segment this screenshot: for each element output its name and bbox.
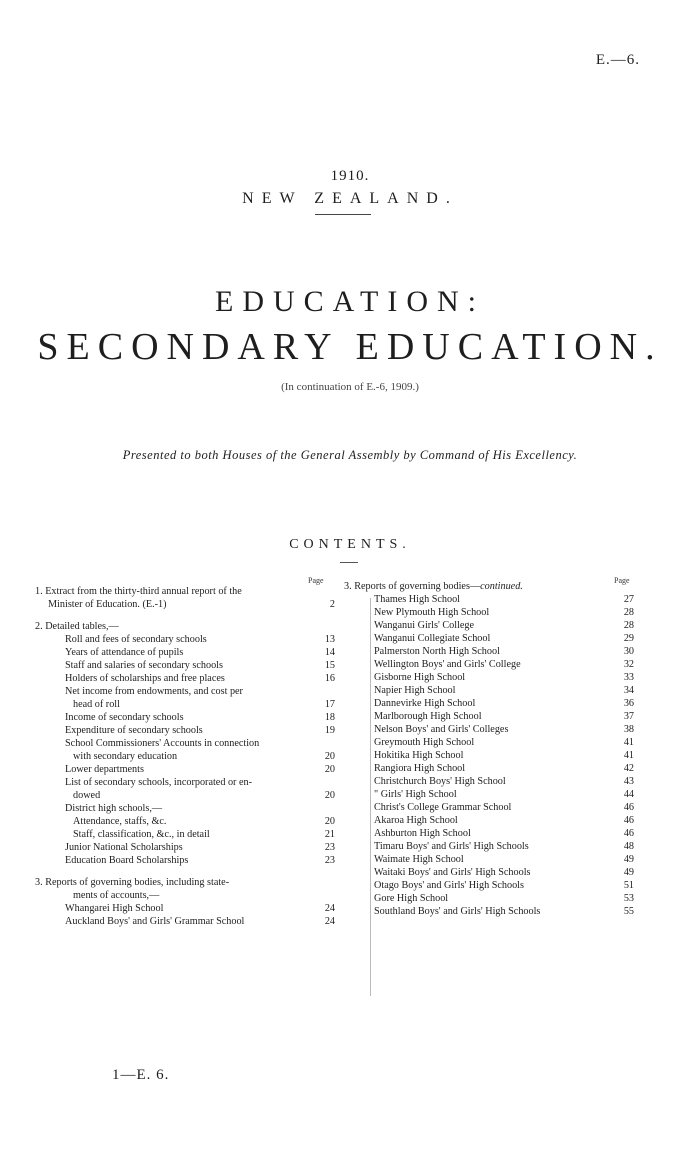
contents-entry-text: Thames High School [374, 594, 461, 605]
contents-entry-text: Auckland Boys' and Girls' Grammar School [65, 916, 245, 927]
contents-entry [344, 827, 634, 840]
contents-entry-page: 20 [324, 816, 335, 827]
contents-entry [344, 801, 634, 814]
contents-entry-page: 28 [623, 607, 634, 618]
contents-entry-text: ments of accounts,— [73, 890, 160, 901]
contents-heading: CONTENTS. [289, 537, 411, 552]
contents-entry-text: District high schools,— [65, 803, 163, 814]
contents-entry-text: Rangiora High School [374, 763, 466, 774]
title-education: EDUCATION: [215, 285, 485, 318]
contents-entry [35, 711, 335, 724]
contents-entry-text: List of secondary schools, incorporated or en- [65, 777, 252, 788]
contents-entry-page: 46 [623, 828, 634, 839]
contents-entry [35, 750, 335, 763]
contents-entry-text: Timaru Boys' and Girls' High Schools [374, 841, 529, 852]
contents-entry [35, 776, 335, 789]
contents-entry-text: Marlborough High School [374, 711, 482, 722]
contents-entry-text: New Plymouth High School [374, 607, 490, 618]
contents-entry-page: 16 [324, 673, 335, 684]
contents-entry-page: 19 [324, 725, 335, 736]
right-heading-suffix: continued. [480, 581, 523, 592]
contents-entry-text: dowed [73, 790, 101, 801]
contents-entry-page: 44 [623, 789, 634, 800]
contents-entry [35, 737, 335, 750]
contents-entry-text: Staff and salaries of secondary schools [65, 660, 223, 671]
contents-entry [35, 789, 335, 802]
contents-entry-page: 27 [623, 594, 634, 605]
contents-entry-text: 3. Reports of governing bodies, including state- [35, 877, 230, 888]
contents-entry-text: Ashburton High School [374, 828, 471, 839]
contents-entry-page: 48 [623, 841, 634, 852]
contents-entry-page: 15 [324, 660, 335, 671]
contents-entry-page: 30 [623, 646, 634, 657]
contents-entry-text: Greymouth High School [374, 737, 475, 748]
contents-entry [35, 633, 335, 646]
contents-entry [344, 866, 634, 879]
contents-entry-text: Minister of Education. (E.-1) [48, 599, 167, 610]
contents-entry [35, 598, 335, 611]
contents-entry [35, 876, 335, 889]
title-secondary-education: SECONDARY EDUCATION. [37, 326, 663, 368]
contents-entry-text: Roll and fees of secondary schools [65, 634, 207, 645]
contents-entry-page: 32 [623, 659, 634, 670]
contents-entry-text: Napier High School [374, 685, 456, 696]
contents-entry-text: Dannevirke High School [374, 698, 476, 709]
contents-entry-page: 38 [623, 724, 634, 735]
right-column-heading [344, 580, 634, 593]
contents-entry [35, 828, 335, 841]
contents-entry-page: 37 [623, 711, 634, 722]
contents-entry [344, 658, 634, 671]
contents-entry-page: 24 [324, 916, 335, 927]
contents-entry-text: Palmerston North High School [374, 646, 500, 657]
contents-entry-text: Hokitika High School [374, 750, 464, 761]
contents-entry-page: 21 [324, 829, 335, 840]
contents-entry [344, 879, 634, 892]
contents-entry [35, 698, 335, 711]
contents-entry-text: School Commissioners' Accounts in connection [65, 738, 260, 749]
contents-entry-text: Staff, classification, &c., in detail [73, 829, 210, 840]
contents-entry [344, 684, 634, 697]
contents-entry-page: 23 [324, 842, 335, 853]
contents-entry-page: 14 [324, 647, 335, 658]
contents-right-column [344, 580, 634, 918]
contents-entry-text: Waimate High School [374, 854, 464, 865]
contents-entry-text: Gore High School [374, 893, 449, 904]
contents-entry-text: Attendance, staffs, &c. [73, 816, 167, 827]
contents-entry-page: 49 [623, 867, 634, 878]
contents-entry [35, 802, 335, 815]
contents-entry [35, 646, 335, 659]
contents-entry [344, 762, 634, 775]
right-column-entries [344, 593, 634, 918]
contents-entry-text: with secondary education [73, 751, 178, 762]
contents-entry-page: 28 [623, 620, 634, 631]
contents-entry-text: Wellington Boys' and Girls' College [374, 659, 521, 670]
contents-entry [344, 892, 634, 905]
contents-entry [35, 841, 335, 854]
contents-entry-page: 49 [623, 854, 634, 865]
contents-rule [340, 562, 358, 563]
section-gap [35, 867, 335, 876]
contents-entry [344, 749, 634, 762]
footer-signature: 1—E. 6. [112, 1067, 170, 1083]
contents-entry-page: 2 [329, 599, 335, 610]
contents-entry-text: Whangarei High School [65, 903, 164, 914]
contents-entry [35, 815, 335, 828]
contents-entry-text: Otago Boys' and Girls' High Schools [374, 880, 524, 891]
contents-entry [35, 620, 335, 633]
contents-entry [35, 585, 335, 598]
contents-entry-text: 2. Detailed tables,— [35, 621, 119, 632]
contents-entry [344, 606, 634, 619]
contents-entry [344, 645, 634, 658]
contents-entry-page: 46 [623, 802, 634, 813]
contents-entry-page: 51 [623, 880, 634, 891]
contents-entry-page: 41 [623, 737, 634, 748]
contents-entry [35, 724, 335, 737]
contents-entry-text: Junior National Scholarships [65, 842, 183, 853]
country-heading: NEW ZEALAND. [242, 190, 458, 207]
contents-entry-text: Christ's College Grammar School [374, 802, 512, 813]
contents-entry [344, 814, 634, 827]
contents-entry [35, 902, 335, 915]
contents-entry [35, 889, 335, 902]
contents-entry-page: 53 [623, 893, 634, 904]
contents-entry-text: Education Board Scholarships [65, 855, 189, 866]
contents-entry-page: 23 [324, 855, 335, 866]
page-column-label-right: Page [614, 576, 630, 585]
contents-entry-page: 34 [623, 685, 634, 696]
contents-entry-page: 36 [623, 698, 634, 709]
contents-entry [35, 685, 335, 698]
contents-entry-page: 46 [623, 815, 634, 826]
contents-entry [344, 723, 634, 736]
contents-entry-page: 43 [623, 776, 634, 787]
contents-entry [344, 710, 634, 723]
contents-entry-text: Nelson Boys' and Girls' Colleges [374, 724, 509, 735]
contents-entry [344, 905, 634, 918]
document-code: E.—6. [595, 52, 640, 68]
contents-left-column [35, 585, 335, 928]
contents-entry [35, 659, 335, 672]
contents-entry-text: " Girls' High School [374, 789, 457, 800]
contents-entry-text: head of roll [73, 699, 120, 710]
contents-entry-page: 41 [623, 750, 634, 761]
contents-entry-text: Net income from endowments, and cost per [65, 686, 243, 697]
contents-entry-text: Christchurch Boys' High School [374, 776, 506, 787]
year: 1910. [330, 168, 370, 184]
contents-entry [344, 697, 634, 710]
contents-entry [344, 671, 634, 684]
contents-entry-text: Southland Boys' and Girls' High Schools [374, 906, 541, 917]
contents-entry-page: 20 [324, 751, 335, 762]
contents-entry-text: Akaroa High School [374, 815, 458, 826]
presented-line: Presented to both Houses of the General Assembly by Command of His Excellency. [122, 448, 578, 462]
contents-entry-page: 24 [324, 903, 335, 914]
contents-entry-page: 20 [324, 790, 335, 801]
contents-entry [344, 619, 634, 632]
contents-entry-page: 17 [324, 699, 335, 710]
contents-entry [344, 840, 634, 853]
contents-entry-text: Income of secondary schools [65, 712, 184, 723]
contents-entry-text: Lower departments [65, 764, 144, 775]
right-heading-prefix: 3. Reports of governing bodies— [344, 581, 481, 592]
contents-entry-page: 55 [623, 906, 634, 917]
contents-entry [35, 672, 335, 685]
contents-entry-text: Wanganui Collegiate School [374, 633, 491, 644]
contents-entry-page: 33 [623, 672, 634, 683]
contents-entry-page: 29 [623, 633, 634, 644]
contents-entry [344, 775, 634, 788]
contents-entry-text: Years of attendance of pupils [65, 647, 184, 658]
contents-entry-page: 13 [324, 634, 335, 645]
divider-rule [315, 214, 371, 215]
contents-entry-page: 18 [324, 712, 335, 723]
contents-entry [35, 854, 335, 867]
contents-entry [35, 763, 335, 776]
contents-entry-text: Wanganui Girls' College [374, 620, 475, 631]
contents-entry-text: Holders of scholarships and free places [65, 673, 225, 684]
contents-entry-text: Waitaki Boys' and Girls' High Schools [374, 867, 531, 878]
contents-entry [344, 632, 634, 645]
contents-entry-text: Expenditure of secondary schools [65, 725, 203, 736]
contents-entry [344, 736, 634, 749]
contents-entry [344, 853, 634, 866]
contents-entry-page: 20 [324, 764, 335, 775]
contents-entry [35, 915, 335, 928]
continuation-note: (In continuation of E.-6, 1909.) [281, 381, 419, 393]
contents-entry [344, 593, 634, 606]
contents-entry-text: Gisborne High School [374, 672, 466, 683]
contents-entry [344, 788, 634, 801]
section-gap [35, 611, 335, 620]
contents-entry-page: 42 [623, 763, 634, 774]
contents-entry-text: 1. Extract from the thirty-third annual report of the [35, 586, 242, 597]
page-column-label-left: Page [308, 576, 324, 585]
